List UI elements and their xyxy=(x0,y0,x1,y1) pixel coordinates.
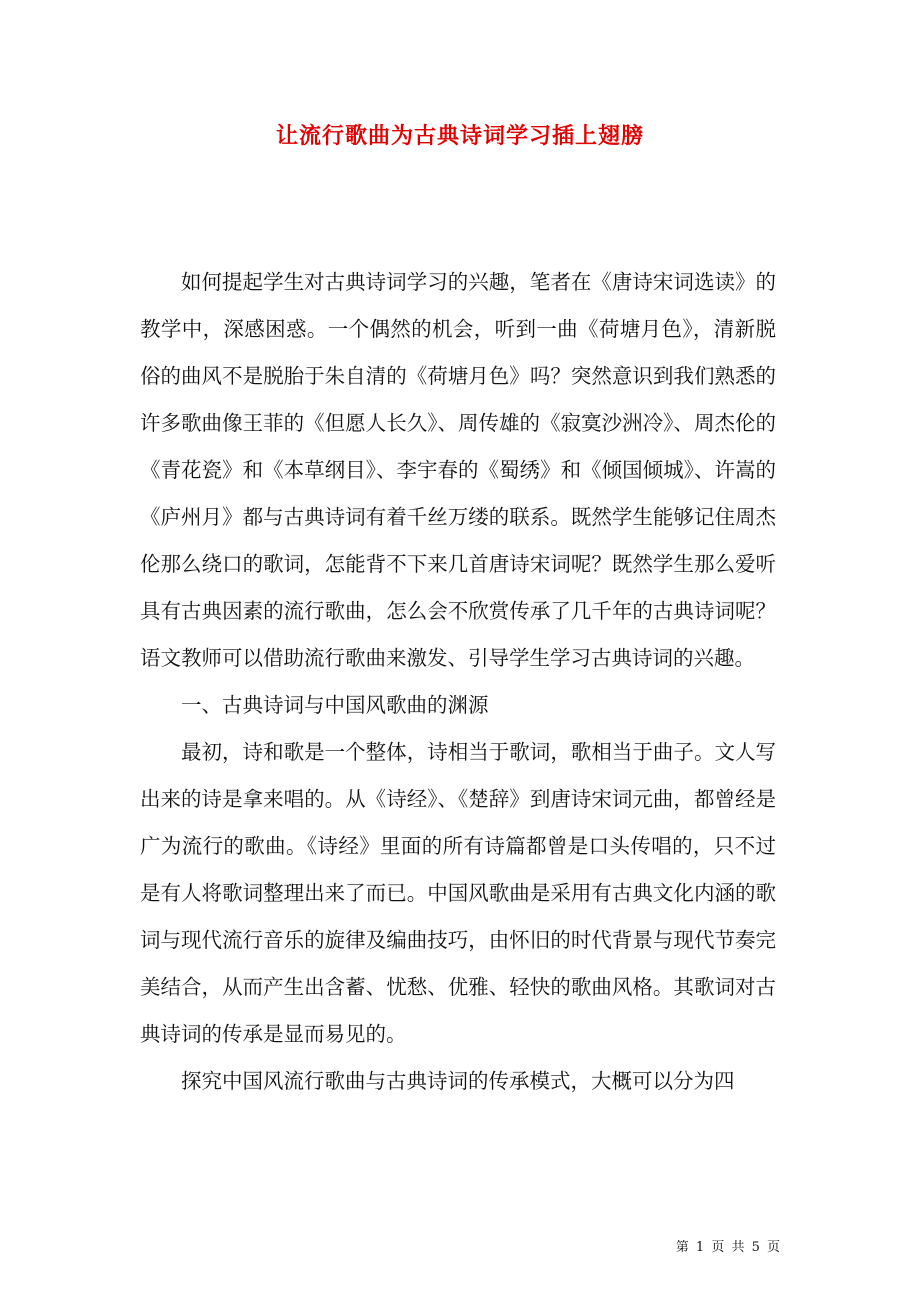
paragraph-intro: 如何提起学生对古典诗词学习的兴趣，笔者在《唐诗宋词选读》的教学中，深感困惑。一个偶然的机会，听到一曲《荷塘月色》，清新脱俗的曲风不是脱胎于朱自清的《荷塘月色》吗？突然意识到我们熟悉的许多歌曲像王菲的《但愿人长久》、周传雄的《寂寞沙洲冷》、周杰伦的《青花瓷》和《本草纲目》、李宇春的《蜀绣》和《倾国倾城》、许嵩的《庐州月》都与古典诗词有着千丝万缕的联系。既然学生能够记住周杰伦那么绕口的歌词，怎能背不下来几首唐诗宋词呢？既然学生那么爱听具有古典因素的流行歌曲，怎么会不欣赏传承了几千年的古典诗词呢？语文教师可以借助流行歌曲来激发、引导学生学习古典诗词的兴趣。 xyxy=(140,270,776,670)
document-title: 让流行歌曲为古典诗词学习插上翅膀 xyxy=(275,123,644,149)
page-number: 第 1 页 共 5 页 xyxy=(675,1240,780,1255)
section-heading-1: 一、古典诗词与中国风歌曲的渊源 xyxy=(181,693,489,717)
paragraph-origins: 最初，诗和歌是一个整体，诗相当于歌词，歌相当于曲子。文人写出来的诗是拿来唱的。从《诗经》、《楚辞》到唐诗宋词元曲，都曾经是广为流行的歌曲。《诗经》里面的所有诗篇都曾是口头传唱的，只不过是有人将歌词整理出来了而已。中国风歌曲是采用有古典文化内涵的歌词与现代流行音乐的旋律及编曲技巧，由怀旧的时代背景与现代节奏完美结合，从而产生出含蓄、忧愁、优雅、轻快的歌曲风格。其歌词对古典诗词的传承是显而易见的。 xyxy=(140,740,776,1046)
paragraph-inheritance: 探究中国风流行歌曲与古典诗词的传承模式，大概可以分为四 xyxy=(181,1069,735,1093)
document-body xyxy=(140,259,776,1105)
